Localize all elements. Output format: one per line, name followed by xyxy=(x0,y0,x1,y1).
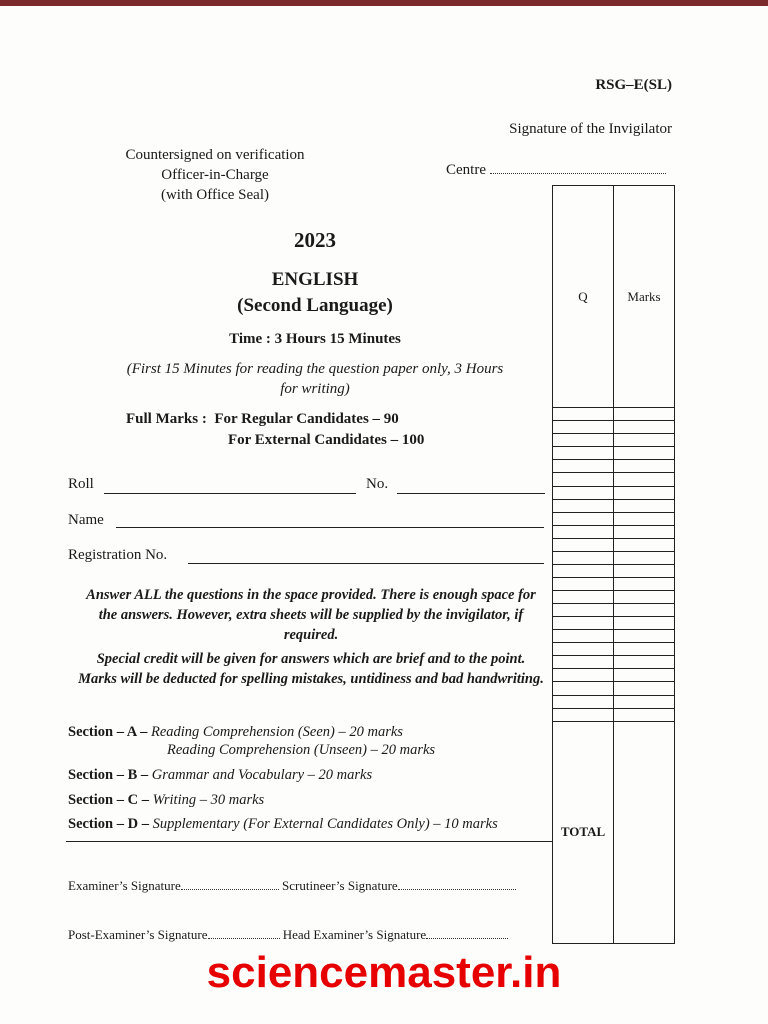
section-b-letter: – B – xyxy=(116,767,149,783)
q-cell[interactable] xyxy=(553,538,614,551)
full-marks-label: Full Marks : xyxy=(126,411,207,427)
section-b xyxy=(68,767,372,784)
section-c-label: Section xyxy=(68,792,114,808)
table-row xyxy=(553,643,675,656)
q-cell[interactable] xyxy=(553,512,614,525)
roll-label: Roll xyxy=(68,476,94,492)
section-d-desc: Supplementary (For External Candidates Only) – 10 marks xyxy=(152,816,498,832)
centre-label: Centre xyxy=(446,162,486,178)
marks-cell[interactable] xyxy=(614,525,675,538)
q-cell[interactable] xyxy=(553,617,614,630)
marks-cell[interactable] xyxy=(614,669,675,682)
name-input-line[interactable] xyxy=(116,527,544,528)
marks-cell[interactable] xyxy=(614,617,675,630)
marks-cell[interactable] xyxy=(614,564,675,577)
marks-table-header xyxy=(553,186,675,408)
section-a-desc: Reading Comprehension (Seen) – 20 marks xyxy=(150,724,403,740)
roll-no-input-line[interactable] xyxy=(397,493,545,494)
q-cell[interactable] xyxy=(553,460,614,473)
total-marks-cell[interactable] xyxy=(614,721,675,943)
q-cell[interactable] xyxy=(553,551,614,564)
roll-input-line[interactable] xyxy=(104,493,356,494)
marks-cell[interactable] xyxy=(614,630,675,643)
subject-title: ENGLISH xyxy=(271,269,359,290)
marks-column-header: Marks xyxy=(614,186,675,408)
subject-subtitle: (Second Language) xyxy=(237,295,393,316)
table-row xyxy=(553,564,675,577)
marks-cell[interactable] xyxy=(614,591,675,604)
marks-cell[interactable] xyxy=(614,460,675,473)
watermark-brand: sciencemaster.in xyxy=(206,948,562,997)
table-row xyxy=(553,460,675,473)
marks-cell[interactable] xyxy=(614,643,675,656)
roll-no-label: No. xyxy=(366,476,389,492)
centre-field xyxy=(446,162,666,179)
section-a-label: Section xyxy=(68,724,114,740)
marks-cell[interactable] xyxy=(614,408,675,421)
q-cell[interactable] xyxy=(553,499,614,512)
marks-cell[interactable] xyxy=(614,695,675,708)
table-row xyxy=(553,408,675,421)
top-border-band xyxy=(0,0,768,6)
q-cell[interactable] xyxy=(553,669,614,682)
table-row xyxy=(553,434,675,447)
marks-cell[interactable] xyxy=(614,682,675,695)
post-examiner-signature-label: Post-Examiner’s Signature xyxy=(68,927,208,942)
section-c xyxy=(68,792,264,809)
table-row xyxy=(553,499,675,512)
section-c-desc: Writing – 30 marks xyxy=(152,792,265,808)
q-cell[interactable] xyxy=(553,421,614,434)
exam-time: Time : 3 Hours 15 Minutes xyxy=(229,331,401,347)
section-a-desc2-text: Reading Comprehension (Unseen) – 20 marks xyxy=(167,742,436,758)
marks-cell[interactable] xyxy=(614,512,675,525)
table-row xyxy=(553,604,675,617)
table-row xyxy=(553,538,675,551)
marks-cell[interactable] xyxy=(614,656,675,669)
q-cell[interactable] xyxy=(553,708,614,721)
full-marks-external: For External Candidates – 100 xyxy=(228,432,425,448)
section-d xyxy=(68,816,498,833)
table-row xyxy=(553,591,675,604)
marks-total-row xyxy=(553,721,675,943)
head-examiner-signature-label: Head Examiner’s Signature xyxy=(282,927,427,942)
table-row xyxy=(553,630,675,643)
table-row xyxy=(553,525,675,538)
table-row xyxy=(553,708,675,721)
q-cell[interactable] xyxy=(553,604,614,617)
marks-cell[interactable] xyxy=(614,551,675,564)
countersign-block xyxy=(100,145,330,205)
scrutineer-signature-dots[interactable] xyxy=(398,879,516,890)
scrutineer-signature-label: Scrutineer’s Signature xyxy=(282,878,398,893)
examiner-signature-dots[interactable] xyxy=(181,879,279,890)
table-row xyxy=(553,486,675,499)
section-b-desc: Grammar and Vocabulary – 20 marks xyxy=(151,767,373,783)
marks-cell[interactable] xyxy=(614,434,675,447)
q-cell[interactable] xyxy=(553,486,614,499)
marks-cell[interactable] xyxy=(614,538,675,551)
section-a-letter: – A – xyxy=(116,724,148,740)
q-cell[interactable] xyxy=(553,525,614,538)
section-c-letter: – C – xyxy=(116,792,149,808)
marks-cell[interactable] xyxy=(614,604,675,617)
section-a-desc2 xyxy=(167,742,435,759)
q-cell[interactable] xyxy=(553,447,614,460)
table-row xyxy=(553,551,675,564)
post-examiner-signature-dots[interactable] xyxy=(208,928,280,939)
post-examiner-signature-row xyxy=(68,927,508,943)
table-row xyxy=(553,669,675,682)
marks-cell[interactable] xyxy=(614,421,675,434)
name-label: Name xyxy=(68,512,104,528)
q-cell[interactable] xyxy=(553,408,614,421)
table-row xyxy=(553,656,675,669)
table-row xyxy=(553,512,675,525)
table-row xyxy=(553,577,675,590)
total-label: TOTAL xyxy=(553,721,614,943)
instruction-paragraph-2: Special credit will be given for answers which are brief and to the point. Marks will be deducted for spelling mistakes, untidiness and bad handwriting. xyxy=(78,651,544,687)
marks-table xyxy=(552,185,675,944)
countersign-line3: (with Office Seal) xyxy=(160,187,270,203)
instruction-paragraph-1: Answer ALL the questions in the space provided. There is enough space for the answers. However, extra sheets will be supplied by the invigilator, if required. xyxy=(86,587,536,643)
q-cell[interactable] xyxy=(553,577,614,590)
q-cell[interactable] xyxy=(553,473,614,486)
invigilator-signature-label: Signature of the Invigilator xyxy=(509,121,672,137)
section-separator xyxy=(66,841,552,842)
section-d-label: Section xyxy=(68,816,114,832)
marks-cell[interactable] xyxy=(614,473,675,486)
marks-cell[interactable] xyxy=(614,499,675,512)
table-row xyxy=(553,473,675,486)
marks-cell[interactable] xyxy=(614,447,675,460)
exam-year: 2023 xyxy=(294,228,336,252)
examiner-signature-label: Examiner’s Signature xyxy=(68,878,181,893)
q-cell[interactable] xyxy=(553,656,614,669)
q-cell[interactable] xyxy=(553,591,614,604)
q-column-header: Q xyxy=(553,186,614,408)
table-row xyxy=(553,421,675,434)
table-row xyxy=(553,695,675,708)
centre-dotted-line xyxy=(490,173,666,174)
time-note: (First 15 Minutes for reading the question paper only, 3 Hours for writing) xyxy=(126,361,504,397)
countersign-line1: Countersigned on verification xyxy=(125,147,305,163)
full-marks-regular xyxy=(126,411,399,428)
marks-cell[interactable] xyxy=(614,708,675,721)
table-row xyxy=(553,617,675,630)
registration-label: Registration No. xyxy=(68,547,168,563)
section-a xyxy=(68,724,403,741)
registration-input-line[interactable] xyxy=(188,563,544,564)
head-examiner-signature-dots[interactable] xyxy=(426,928,508,939)
q-cell[interactable] xyxy=(553,630,614,643)
full-marks-regular-text: For Regular Candidates – 90 xyxy=(214,411,399,427)
paper-code: RSG–E(SL) xyxy=(595,77,672,93)
table-row xyxy=(553,447,675,460)
marks-cell[interactable] xyxy=(614,577,675,590)
examiner-signature-row xyxy=(68,878,516,894)
q-cell[interactable] xyxy=(553,682,614,695)
section-d-letter: – D – xyxy=(116,816,149,832)
marks-cell[interactable] xyxy=(614,486,675,499)
q-cell[interactable] xyxy=(553,564,614,577)
q-cell[interactable] xyxy=(553,643,614,656)
q-cell[interactable] xyxy=(553,434,614,447)
table-row xyxy=(553,682,675,695)
section-b-label: Section xyxy=(68,767,114,783)
countersign-line2: Officer-in-Charge xyxy=(161,167,269,183)
q-cell[interactable] xyxy=(553,695,614,708)
